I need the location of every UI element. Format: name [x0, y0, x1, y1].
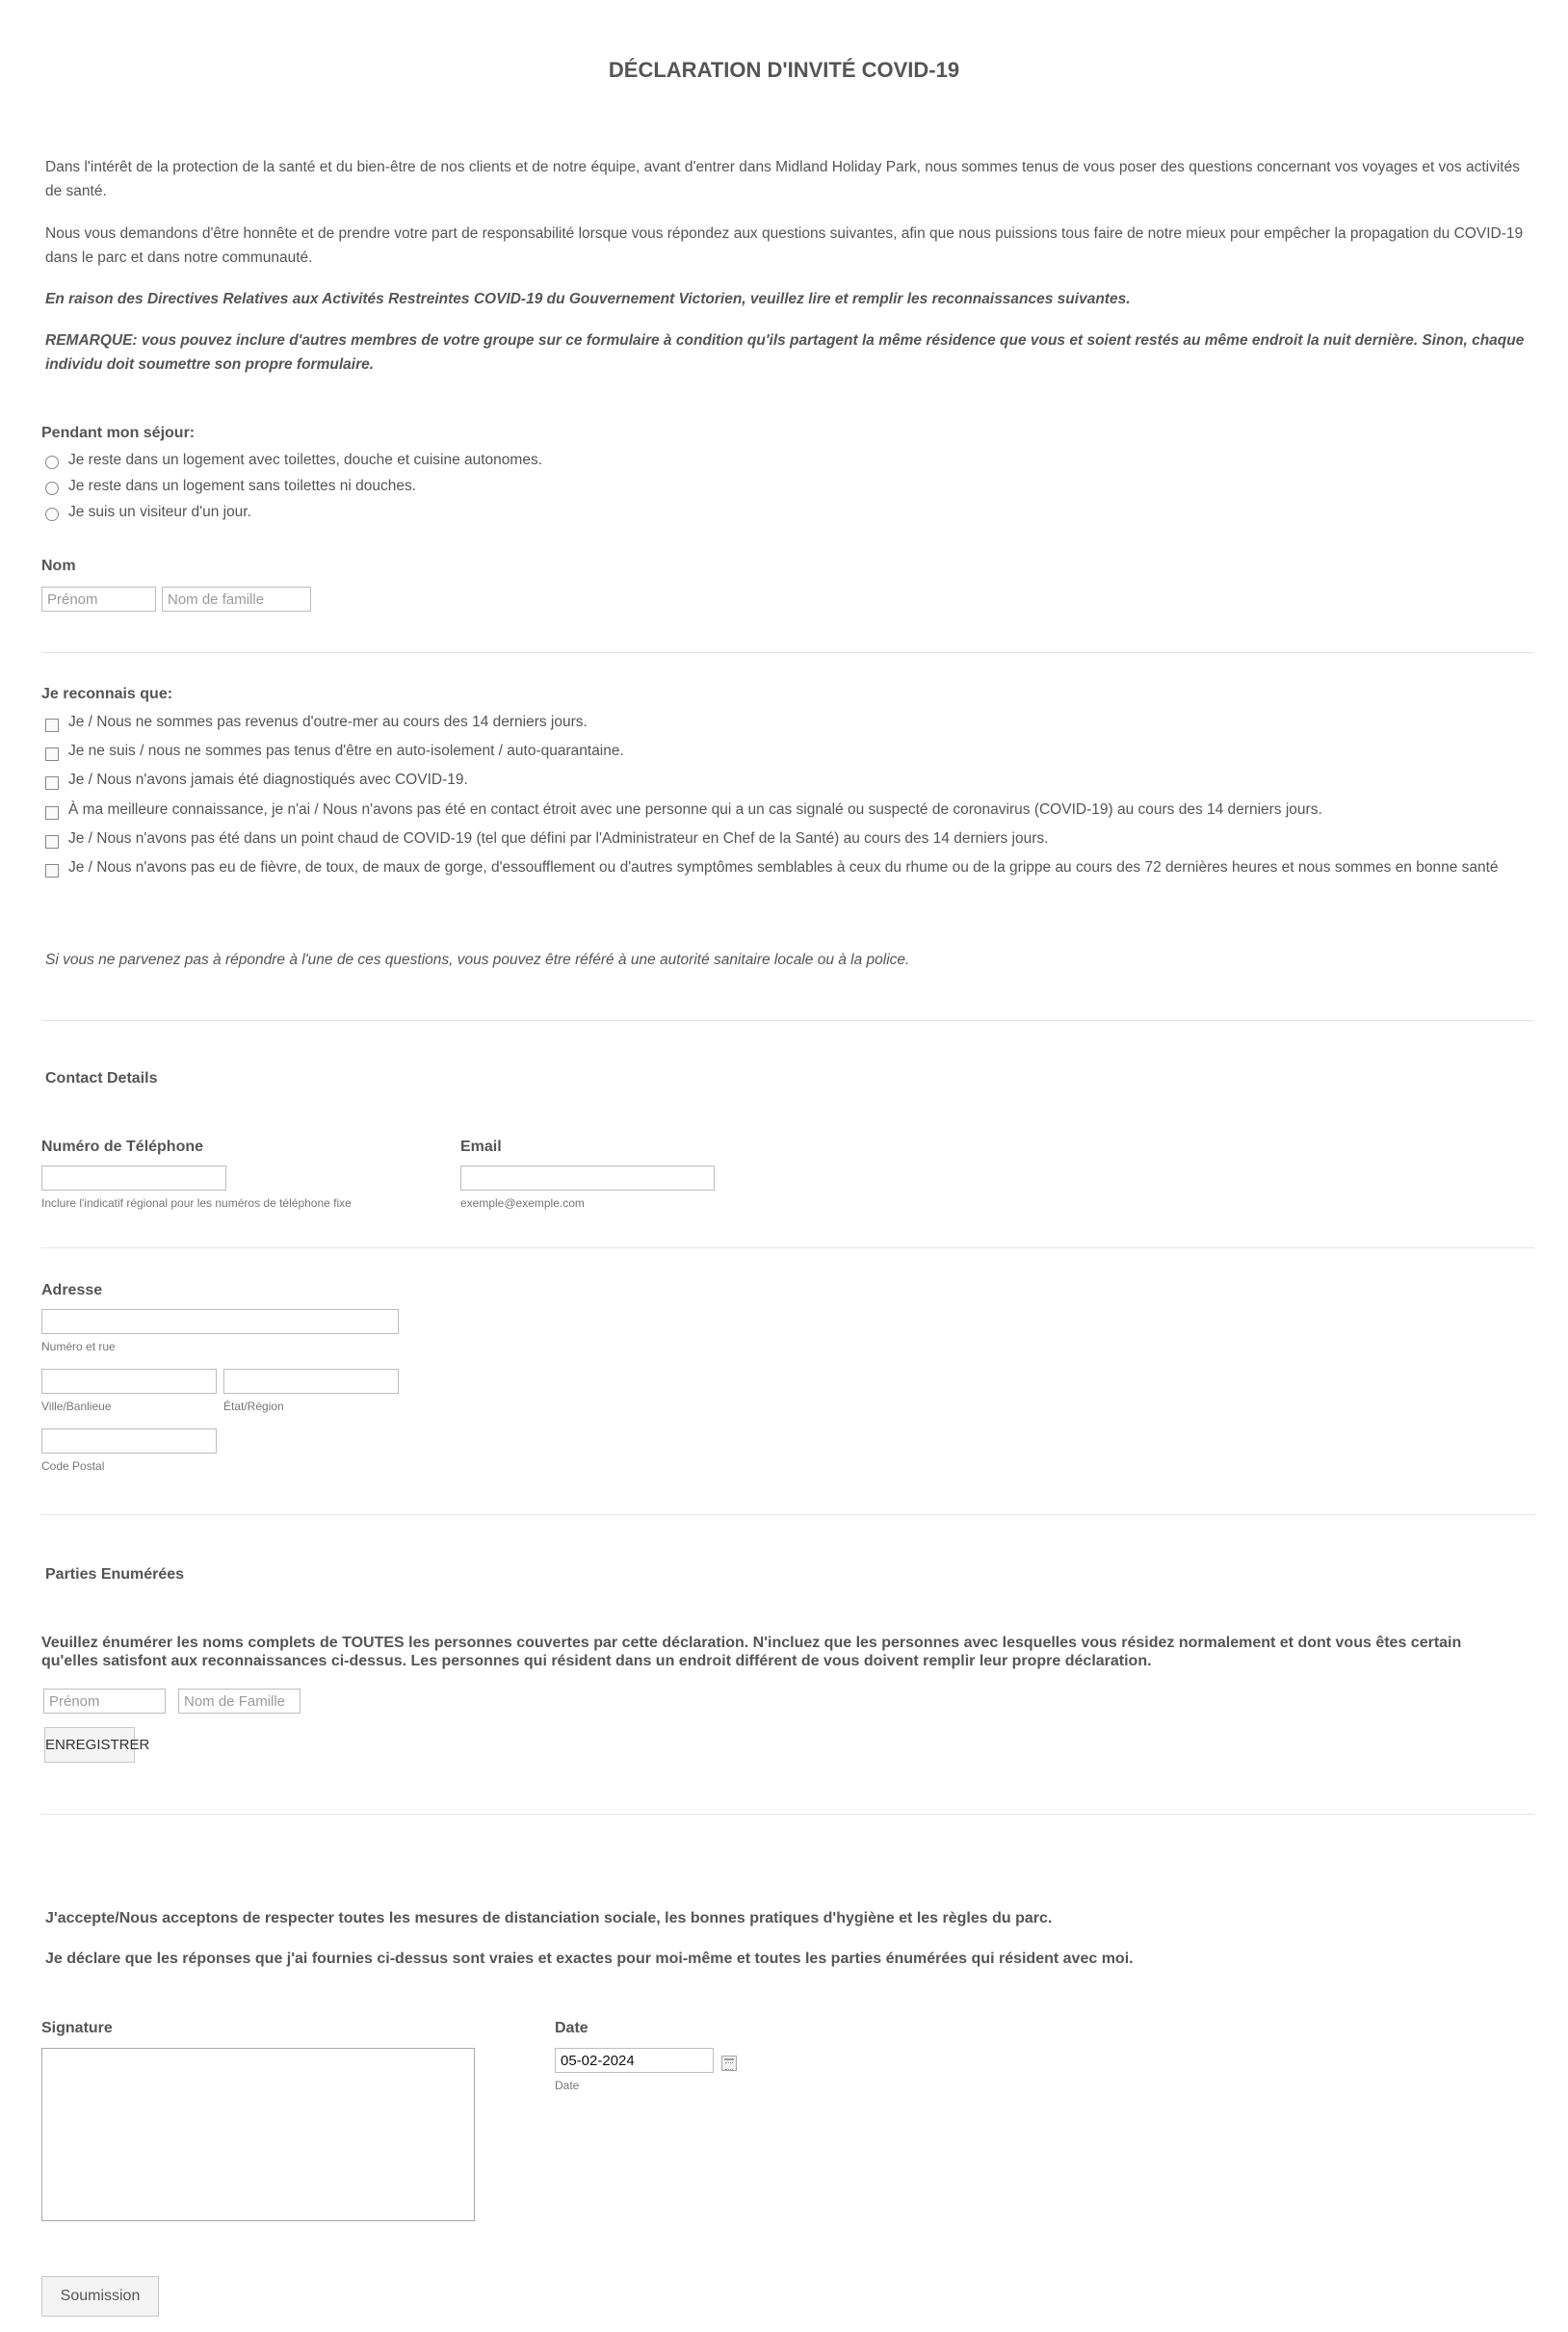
first-name-input[interactable] [41, 587, 156, 612]
acknowledge-item[interactable] [45, 743, 1509, 761]
acknowledge-item[interactable] [45, 801, 1509, 820]
city-hint: Ville/Banlieue [41, 1400, 112, 1413]
stay-option-label: Je suis un visiteur d'un jour. [68, 504, 251, 520]
checkbox-icon[interactable] [45, 806, 59, 820]
last-name-input[interactable] [162, 587, 311, 612]
phone-hint: Inclure l'indicatif régional pour les numéros de téléphone fixe [41, 1196, 352, 1210]
radio-icon[interactable] [45, 508, 59, 521]
agreement-line-1: J'accepte/Nous acceptons de respecter toutes les mesures de distanciation sociale, les bonnes pratiques d'hygiène et les règles du parc. [45, 1910, 1053, 1926]
stay-option-label: Je reste dans un logement avec toilettes, douche et cuisine autonomes. [68, 452, 542, 468]
street-input[interactable] [41, 1309, 399, 1334]
stay-option-label: Je reste dans un logement sans toilettes ni douches. [68, 478, 417, 494]
checkbox-icon[interactable] [45, 747, 59, 761]
radio-icon[interactable] [45, 456, 59, 469]
date-input[interactable] [555, 2048, 714, 2073]
postal-code-input[interactable] [41, 1428, 217, 1454]
contact-heading: Contact Details [45, 1070, 158, 1087]
radio-icon[interactable] [45, 482, 59, 495]
checkbox-icon[interactable] [45, 835, 59, 849]
acknowledge-item-label: Je / Nous n'avons jamais été diagnostiqués avec COVID-19. [68, 772, 468, 788]
acknowledge-item-label: À ma meilleure connaissance, je n'ai / Nous n'avons pas été en contact étroit avec une personne qui a un cas signalé ou suspecté de coronavirus (COVID-19) au cours des 14 derniers jours. [68, 801, 1322, 818]
date-label: Date [555, 2020, 588, 2036]
divider [41, 1814, 1534, 1815]
agreement-line-2: Je déclare que les réponses que j'ai fournies ci-dessus sont vraies et exactes pour moi-même et toutes les parties énumérées qui résident avec moi. [45, 1951, 1134, 1967]
divider [41, 1247, 1534, 1248]
street-hint: Numéro et rue [41, 1340, 116, 1353]
name-label: Nom [41, 558, 76, 574]
acknowledge-item-label: Je / Nous n'avons pas eu de fièvre, de toux, de maux de gorge, d'essoufflement ou d'autres symptômes semblables à ceux du rhume ou de la grippe au cours des 72 dernières heures et nous sommes en bonne santé [68, 859, 1499, 876]
email-hint: exemple@exemple.com [460, 1196, 585, 1210]
address-label: Adresse [41, 1282, 103, 1298]
checkbox-icon[interactable] [45, 776, 59, 790]
acknowledge-item[interactable] [45, 714, 1509, 732]
state-input[interactable] [223, 1369, 399, 1394]
intro-paragraph-1: Dans l'intérêt de la protection de la santé et du bien-être de nos clients et de notre équipe, avant d'entrer dans Midland Holiday Park, nous sommes tenus de vous poser des questions concernant vos voyages et vos activités de santé. [45, 159, 1520, 199]
intro-paragraph-2: Nous vous demandons d'être honnête et de prendre votre part de responsabilité lorsque vous répondez aux questions suivantes, afin que nous puissions tous faire de notre mieux pour empêcher la propagation du COVID-19 dans le parc et dans notre communauté. [45, 225, 1524, 266]
party-first-name-input[interactable] [43, 1689, 166, 1714]
page-title: DÉCLARATION D'INVITÉ COVID-19 [608, 58, 960, 82]
email-input[interactable] [460, 1166, 715, 1191]
party-last-name-input[interactable] [178, 1689, 301, 1714]
state-hint: État/Région [223, 1400, 284, 1413]
postal-code-hint: Code Postal [41, 1459, 105, 1473]
intro-directive: En raison des Directives Relatives aux Activités Restreintes COVID-19 du Gouvernement Victorien, veuillez lire et remplir les reconnaissances suivantes. [45, 291, 1131, 307]
stay-option[interactable] [45, 478, 416, 495]
date-hint: Date [555, 2079, 580, 2092]
stay-option[interactable] [45, 504, 251, 521]
divider [41, 652, 1534, 653]
stay-option[interactable] [45, 452, 542, 469]
acknowledge-item[interactable] [45, 859, 1509, 878]
save-button[interactable]: ENREGISTRER [44, 1727, 135, 1763]
city-input[interactable] [41, 1369, 217, 1394]
acknowledge-item-label: Je / Nous n'avons pas été dans un point chaud de COVID-19 (tel que défini par l'Administrateur en Chef de la Santé) au cours des 14 derniers jours. [68, 830, 1049, 847]
checkbox-icon[interactable] [45, 864, 59, 878]
email-label: Email [460, 1139, 502, 1155]
phone-label: Numéro de Téléphone [41, 1139, 204, 1155]
acknowledge-label: Je reconnais que: [41, 686, 173, 702]
calendar-icon[interactable] [721, 2056, 737, 2071]
parties-instructions: Veuillez énumérer les noms complets de TOUTES les personnes couvertes par cette déclaration. N'incluez que les personnes avec lesquelles vous résidez normalement et dont vous êtes certain qu'elles satisfont aux reconnaissances ci-dessus. Les personnes qui résident dans un endroit différent de vous doivent remplir leur propre déclaration. [41, 1635, 1462, 1669]
divider [41, 1020, 1534, 1021]
signature-label: Signature [41, 2020, 113, 2036]
signature-pad[interactable] [41, 2048, 475, 2221]
acknowledge-item-label: Je ne suis / nous ne sommes pas tenus d'être en auto-isolement / auto-quarantaine. [68, 743, 624, 759]
submit-button[interactable]: Soumission [41, 2276, 159, 2317]
stay-label: Pendant mon séjour: [41, 425, 196, 441]
divider [41, 1514, 1534, 1515]
checkbox-icon[interactable] [45, 719, 59, 732]
acknowledge-note: Si vous ne parvenez pas à répondre à l'une de ces questions, vous pouvez être référé à une autorité sanitaire locale ou à la police. [45, 952, 910, 968]
acknowledge-item-label: Je / Nous ne sommes pas revenus d'outre-mer au cours des 14 derniers jours. [68, 714, 588, 730]
parties-heading: Parties Enumérées [45, 1566, 185, 1583]
acknowledge-item[interactable] [45, 772, 1509, 790]
intro-note: REMARQUE: vous pouvez inclure d'autres membres de votre groupe sur ce formulaire à condition qu'ils partagent la même résidence que vous et soient restés au même endroit la nuit dernière. Sinon, chaque individu doit soumettre son propre formulaire. [45, 332, 1525, 373]
phone-input[interactable] [41, 1166, 226, 1191]
acknowledge-item[interactable] [45, 830, 1509, 849]
